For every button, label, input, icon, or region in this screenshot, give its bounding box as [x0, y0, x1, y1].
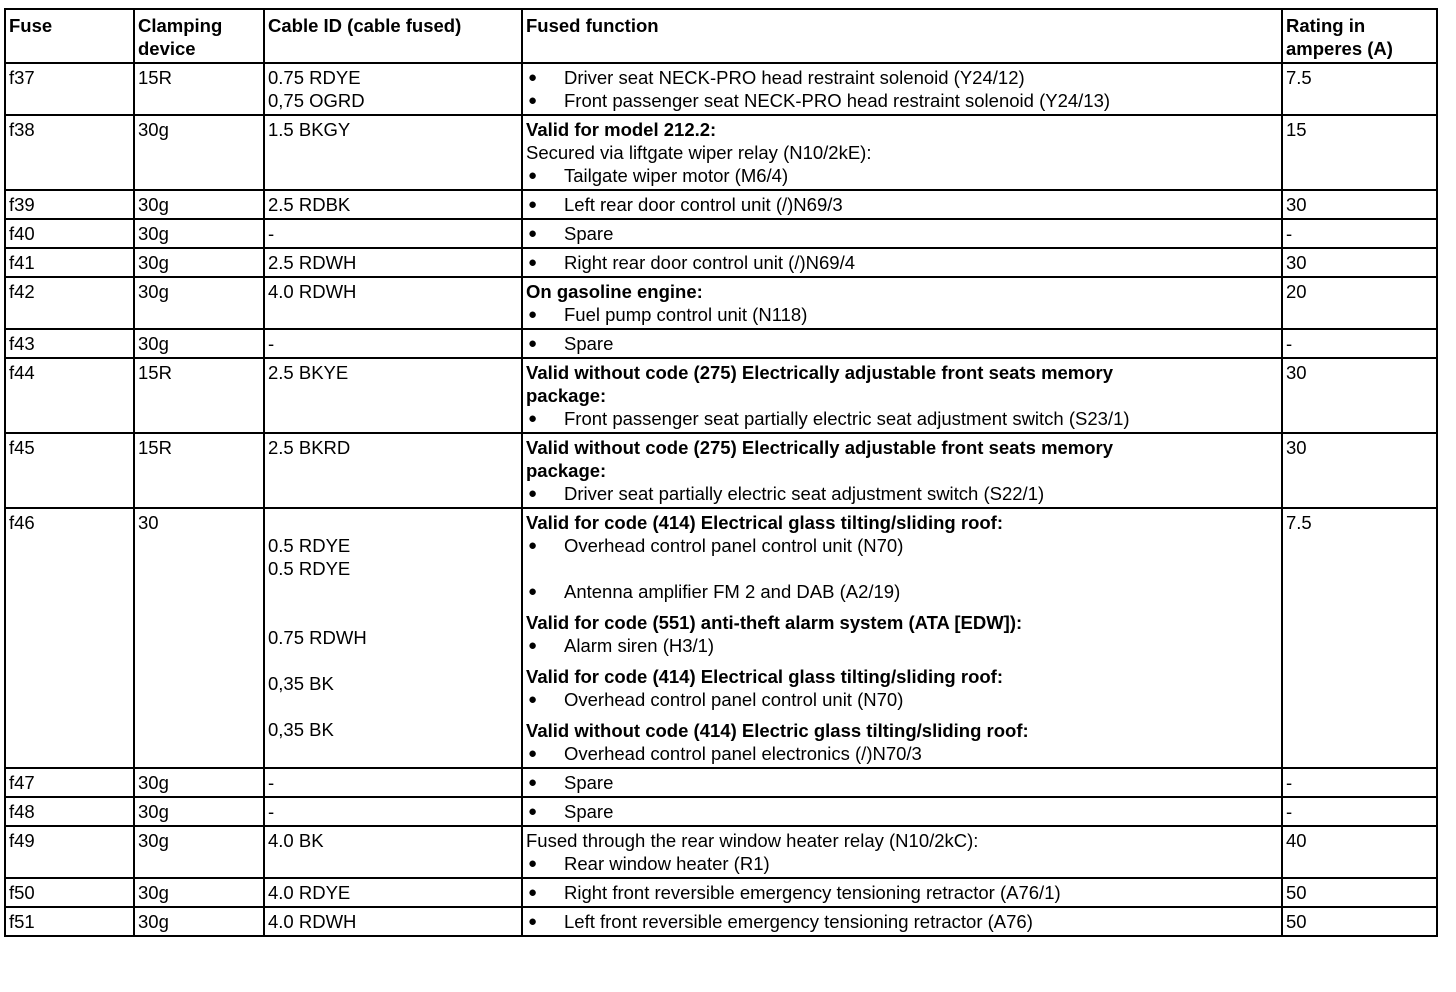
- clamping-cell: 30: [134, 508, 264, 768]
- rating-cell: 40: [1282, 826, 1437, 878]
- function-cell: [522, 63, 1282, 115]
- condition-heading: Valid for model 212.2:: [526, 119, 717, 140]
- cable-id: 4.0 RDWH: [268, 281, 357, 302]
- bullet-item: ● Tailgate wiper motor (M6/4): [526, 164, 1281, 187]
- bullet-item: ● Alarm siren (H3/1): [526, 634, 1281, 657]
- bullet-item: ● Spare: [526, 332, 1281, 355]
- function-cell: [522, 433, 1282, 508]
- fuse-cell: f38: [5, 115, 134, 190]
- table-body: [5, 63, 1437, 936]
- fuse-cell: f42: [5, 277, 134, 329]
- table-row: [5, 768, 1437, 797]
- table-row: [5, 433, 1437, 508]
- cable-cell: [264, 248, 522, 277]
- cable-id: 0.75 RDYE: [268, 67, 361, 88]
- condition-heading: Valid without code (275) Electrically adjustable front seats memory: [526, 437, 1114, 458]
- spacer: [526, 557, 1281, 580]
- cable-id: 0,35 BK: [268, 673, 334, 694]
- header-fused-function: Fused function: [522, 9, 1282, 63]
- condition-heading: package:: [526, 460, 607, 481]
- bullet-item: ● Fuel pump control unit (N118): [526, 303, 1281, 326]
- condition-heading: On gasoline engine:: [526, 281, 703, 302]
- fuse-cell: f51: [5, 907, 134, 936]
- bullet-item: ● Driver seat NECK-PRO head restraint solenoid (Y24/12): [526, 66, 1281, 89]
- function-cell: [522, 878, 1282, 907]
- rating-cell: -: [1282, 797, 1437, 826]
- condition-heading: package:: [526, 385, 607, 406]
- cable-id: 4.0 BK: [268, 830, 324, 851]
- cable-cell: [264, 826, 522, 878]
- condition-heading: Valid for code (414) Electrical glass tilting/sliding roof:: [526, 666, 1003, 687]
- function-cell: [522, 248, 1282, 277]
- rating-cell: 20: [1282, 277, 1437, 329]
- cable-id: 4.0 RDWH: [268, 911, 357, 932]
- function-cell: [522, 115, 1282, 190]
- condition-heading: Valid for code (414) Electrical glass tilting/sliding roof:: [526, 512, 1003, 533]
- clamping-cell: 30g: [134, 797, 264, 826]
- bullet-item: ● Overhead control panel electronics (/)N70/3: [526, 742, 1281, 765]
- cable-cell: [264, 115, 522, 190]
- rating-cell: -: [1282, 329, 1437, 358]
- bullet-item: ● Spare: [526, 222, 1281, 245]
- cable-cell: [264, 63, 522, 115]
- cable-id: 2.5 BKRD: [268, 437, 351, 458]
- cable-cell: [264, 219, 522, 248]
- table-row: [5, 826, 1437, 878]
- cable-cell: [264, 878, 522, 907]
- table-row: [5, 219, 1437, 248]
- cable-id: 0,35 BK: [268, 719, 334, 740]
- cable-cell: [264, 358, 522, 433]
- rating-cell: 15: [1282, 115, 1437, 190]
- cable-id: 4.0 RDYE: [268, 882, 351, 903]
- rating-cell: 7.5: [1282, 63, 1437, 115]
- condition-heading: Valid without code (275) Electrically adjustable front seats memory: [526, 362, 1114, 383]
- table-row: [5, 190, 1437, 219]
- function-cell: [522, 907, 1282, 936]
- table-row: [5, 248, 1437, 277]
- table-row: [5, 358, 1437, 433]
- rating-cell: 7.5: [1282, 508, 1437, 768]
- bullet-item: ● Right front reversible emergency tensioning retractor (A76/1): [526, 881, 1281, 904]
- fuse-cell: f39: [5, 190, 134, 219]
- clamping-cell: 30g: [134, 907, 264, 936]
- bullet-item: ● Front passenger seat partially electric seat adjustment switch (S23/1): [526, 407, 1281, 430]
- function-cell: [522, 797, 1282, 826]
- fuse-cell: f45: [5, 433, 134, 508]
- clamping-cell: 30g: [134, 115, 264, 190]
- bullet-item: ● Front passenger seat NECK-PRO head restraint solenoid (Y24/13): [526, 89, 1281, 112]
- fuse-cell: f43: [5, 329, 134, 358]
- rating-cell: 50: [1282, 878, 1437, 907]
- cable-id: [268, 580, 521, 603]
- bullet-item: ● Driver seat partially electric seat adjustment switch (S22/1): [526, 482, 1281, 505]
- bullet-item: ● Overhead control panel control unit (N70): [526, 534, 1281, 557]
- cable-id: -: [268, 333, 275, 354]
- function-cell: [522, 329, 1282, 358]
- fuse-cell: f49: [5, 826, 134, 878]
- header-rating: Rating in amperes (A): [1282, 9, 1437, 63]
- fuse-cell: f46: [5, 508, 134, 768]
- table-row: [5, 878, 1437, 907]
- bullet-item: ● Antenna amplifier FM 2 and DAB (A2/19): [526, 580, 1281, 603]
- clamping-cell: 30g: [134, 768, 264, 797]
- spacer: [526, 603, 1281, 611]
- table-row: [5, 329, 1437, 358]
- fuse-cell: f44: [5, 358, 134, 433]
- condition-text: Secured via liftgate wiper relay (N10/2kE):: [526, 142, 872, 163]
- cable-id: 0,75 OGRD: [268, 90, 365, 111]
- rating-cell: -: [1282, 219, 1437, 248]
- bullet-item: ● Right rear door control unit (/)N69/4: [526, 251, 1281, 274]
- cable-cell: [264, 797, 522, 826]
- cable-id: 0.5 RDYE: [268, 535, 351, 556]
- header-row: [5, 9, 1437, 63]
- cable-id: -: [268, 772, 275, 793]
- cable-cell: [264, 277, 522, 329]
- cable-cell: [264, 329, 522, 358]
- condition-heading: Valid for code (551) anti-theft alarm system (ATA [EDW]):: [526, 612, 1023, 633]
- header-fuse: Fuse: [5, 9, 134, 63]
- rating-cell: 50: [1282, 907, 1437, 936]
- cable-id: 2.5 RDWH: [268, 252, 357, 273]
- bullet-item: ● Overhead control panel control unit (N70): [526, 688, 1281, 711]
- function-cell: [522, 768, 1282, 797]
- cable-cell: [264, 907, 522, 936]
- rating-cell: 30: [1282, 190, 1437, 219]
- clamping-cell: 30g: [134, 248, 264, 277]
- cable-cell: [264, 508, 522, 768]
- function-cell: [522, 358, 1282, 433]
- bullet-item: ● Left front reversible emergency tensioning retractor (A76): [526, 910, 1281, 933]
- cable-id: [268, 695, 521, 718]
- rating-cell: 30: [1282, 358, 1437, 433]
- rating-cell: 30: [1282, 433, 1437, 508]
- function-cell: [522, 190, 1282, 219]
- clamping-cell: 30g: [134, 329, 264, 358]
- function-cell: [522, 277, 1282, 329]
- cable-id: 0.75 RDWH: [268, 627, 367, 648]
- fuse-cell: f47: [5, 768, 134, 797]
- fuse-cell: f50: [5, 878, 134, 907]
- condition-heading: Valid without code (414) Electric glass tilting/sliding roof:: [526, 720, 1029, 741]
- cable-cell: [264, 433, 522, 508]
- function-cell: [522, 219, 1282, 248]
- header-clamping-device: Clamping device: [134, 9, 264, 63]
- cable-cell: [264, 768, 522, 797]
- spacer: [526, 711, 1281, 719]
- table-row: [5, 508, 1437, 768]
- clamping-cell: 15R: [134, 358, 264, 433]
- cable-id: [268, 603, 521, 626]
- bullet-item: ● Left rear door control unit (/)N69/3: [526, 193, 1281, 216]
- clamping-cell: 30g: [134, 190, 264, 219]
- cable-id: 1.5 BKGY: [268, 119, 351, 140]
- cable-id: 2.5 BKYE: [268, 362, 349, 383]
- header-cable-id: Cable ID (cable fused): [264, 9, 522, 63]
- table-row: [5, 63, 1437, 115]
- cable-cell: [264, 190, 522, 219]
- bullet-item: ● Spare: [526, 771, 1281, 794]
- bullet-item: ● Rear window heater (R1): [526, 852, 1281, 875]
- cable-id: 0.5 RDYE: [268, 558, 351, 579]
- condition-text: Fused through the rear window heater relay (N10/2kC):: [526, 830, 979, 851]
- cable-id: [268, 511, 521, 534]
- fuse-table: [4, 8, 1438, 937]
- clamping-cell: 15R: [134, 433, 264, 508]
- cable-id: -: [268, 223, 275, 244]
- table-row: [5, 115, 1437, 190]
- fuse-cell: f41: [5, 248, 134, 277]
- clamping-cell: 30g: [134, 219, 264, 248]
- cable-id: -: [268, 801, 275, 822]
- clamping-cell: 30g: [134, 826, 264, 878]
- function-cell: [522, 826, 1282, 878]
- table-row: [5, 907, 1437, 936]
- spacer: [526, 657, 1281, 665]
- clamping-cell: 30g: [134, 878, 264, 907]
- rating-cell: -: [1282, 768, 1437, 797]
- table-row: [5, 797, 1437, 826]
- function-cell: [522, 508, 1282, 768]
- clamping-cell: 15R: [134, 63, 264, 115]
- fuse-cell: f48: [5, 797, 134, 826]
- fuse-cell: f37: [5, 63, 134, 115]
- cable-id: [268, 649, 521, 672]
- table-row: [5, 277, 1437, 329]
- rating-cell: 30: [1282, 248, 1437, 277]
- clamping-cell: 30g: [134, 277, 264, 329]
- cable-id: 2.5 RDBK: [268, 194, 351, 215]
- fuse-cell: f40: [5, 219, 134, 248]
- bullet-item: ● Spare: [526, 800, 1281, 823]
